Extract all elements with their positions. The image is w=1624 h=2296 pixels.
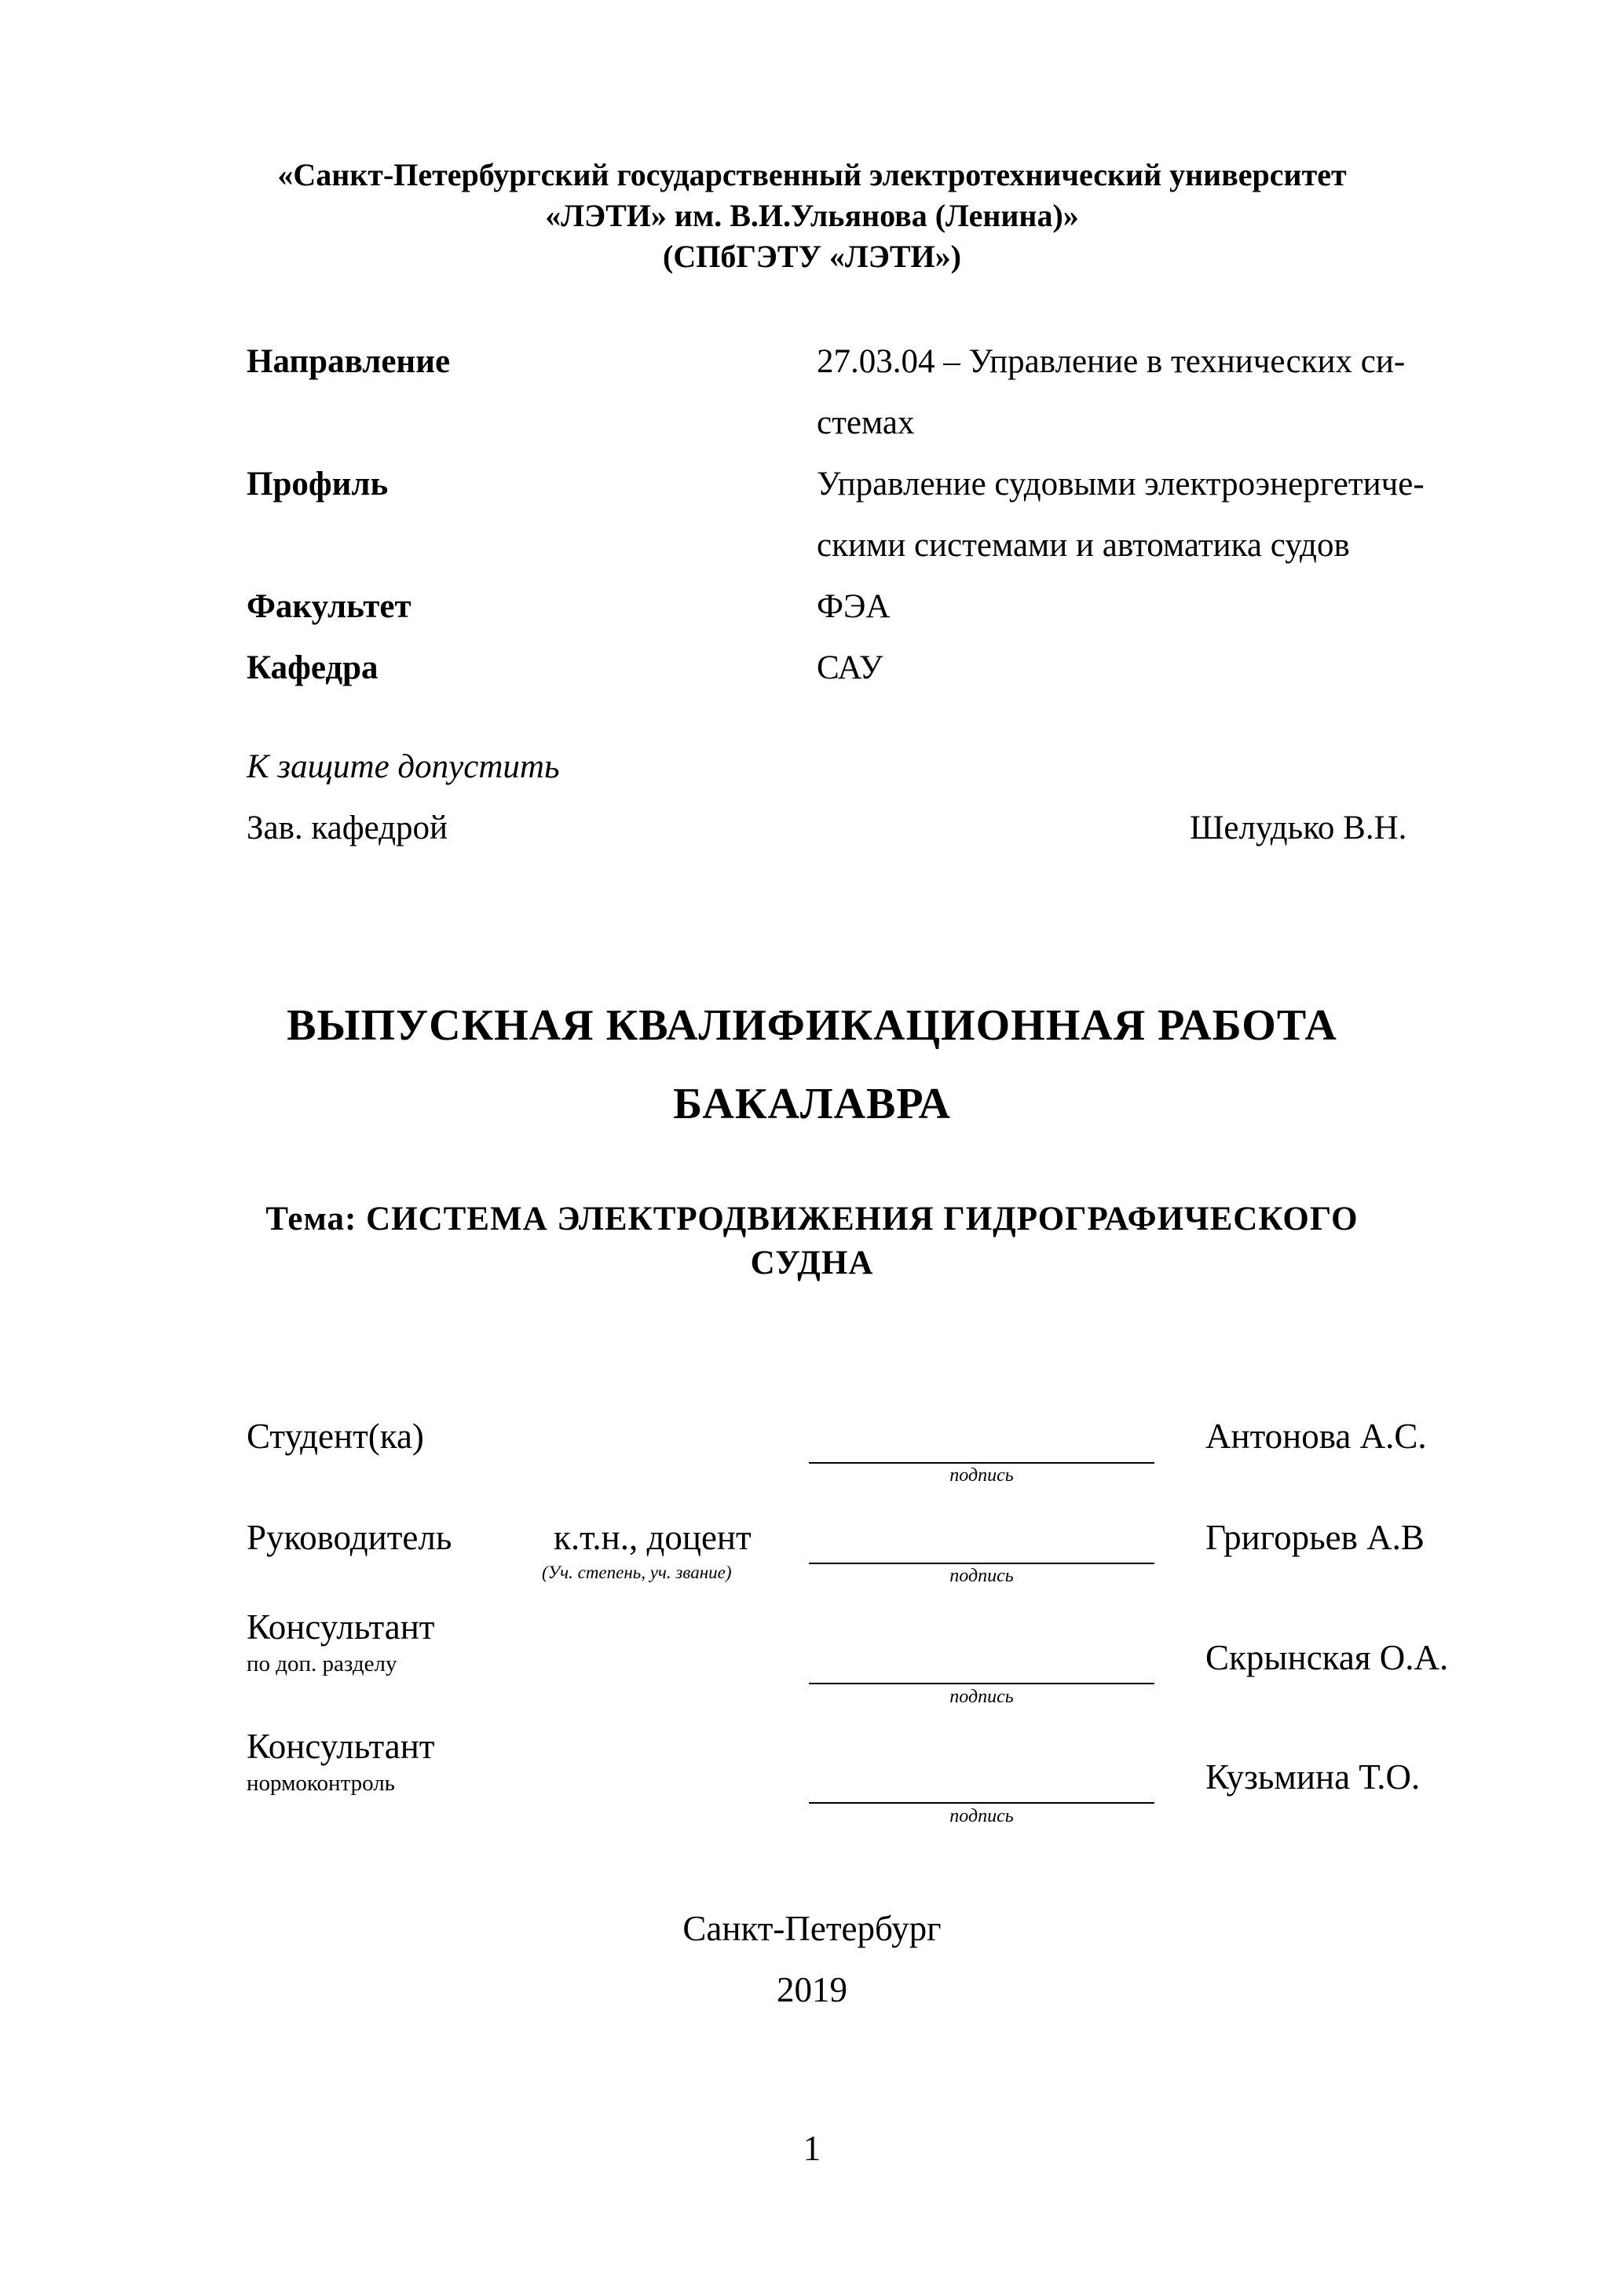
consultant-1-signature-line bbox=[809, 1683, 1154, 1684]
city: Санкт-Петербург bbox=[682, 1909, 942, 1948]
document-title-line-1: ВЫПУСКНАЯ КВАЛИФИКАЦИОННАЯ РАБОТА bbox=[287, 1001, 1337, 1050]
university-abbreviation: (СПбГЭТУ «ЛЭТИ») bbox=[663, 239, 961, 274]
head-of-department-name: Шелудько В.Н. bbox=[1190, 810, 1407, 846]
student-name: Антонова А.С. bbox=[1205, 1417, 1427, 1456]
direction-value-line-2: стемах bbox=[817, 404, 915, 441]
topic-line-1: Тема: СИСТЕМА ЭЛЕКТРОДВИЖЕНИЯ ГИДРОГРАФИЧЕСКОГО bbox=[265, 1201, 1359, 1238]
profile-label: Профиль bbox=[247, 466, 389, 503]
profile-value-line-1: Управление судовыми электроэнергетиче- bbox=[817, 466, 1425, 503]
consultant-1-signature-caption: подпись bbox=[949, 1687, 1014, 1707]
topic-line-2: СУДНА bbox=[750, 1245, 874, 1281]
document-title-line-2: БАКАЛАВРА bbox=[673, 1080, 951, 1128]
admission-note: К защите допустить bbox=[247, 748, 560, 785]
consultant-1-subtitle: по доп. разделу bbox=[247, 1651, 397, 1676]
consultant-2-subtitle: нормоконтроль bbox=[247, 1771, 395, 1796]
head-of-department-label: Зав. кафедрой bbox=[247, 810, 448, 846]
page-number: 1 bbox=[803, 2129, 821, 2168]
supervisor-signature-caption: подпись bbox=[949, 1566, 1014, 1586]
university-name-line-2: «ЛЭТИ» им. В.И.Ульянова (Ленина)» bbox=[545, 198, 1079, 233]
student-signature-line bbox=[809, 1462, 1154, 1464]
department-value: САУ bbox=[817, 649, 883, 686]
consultant-1-name: Скрынская О.А. bbox=[1205, 1638, 1449, 1677]
student-signature-caption: подпись bbox=[949, 1465, 1014, 1486]
consultant-2-signature-line bbox=[809, 1802, 1154, 1804]
supervisor-name: Григорьев А.В bbox=[1205, 1518, 1425, 1557]
year: 2019 bbox=[777, 1970, 847, 2009]
supervisor-degree: к.т.н., доцент bbox=[554, 1518, 752, 1557]
direction-label: Направление bbox=[247, 343, 451, 380]
university-name-line-1: «Санкт-Петербургский государственный электротехнический университет bbox=[277, 157, 1347, 192]
faculty-value: ФЭА bbox=[817, 588, 891, 625]
department-label: Кафедра bbox=[247, 649, 379, 686]
consultant-2-name: Кузьмина Т.О. bbox=[1205, 1757, 1421, 1797]
student-label: Студент(ка) bbox=[247, 1417, 424, 1456]
supervisor-degree-caption: (Уч. степень, уч. звание) bbox=[542, 1563, 732, 1582]
profile-value-line-2: скими системами и автоматика судов bbox=[817, 527, 1350, 564]
direction-value-line-1: 27.03.04 – Управление в технических си- bbox=[817, 343, 1406, 380]
consultant-1-label: Консультант bbox=[247, 1607, 435, 1647]
consultant-2-label: Консультант bbox=[247, 1727, 435, 1766]
supervisor-signature-line bbox=[809, 1563, 1154, 1564]
faculty-label: Факультет bbox=[247, 588, 411, 625]
supervisor-label: Руководитель bbox=[247, 1518, 452, 1557]
consultant-2-signature-caption: подпись bbox=[949, 1806, 1014, 1826]
